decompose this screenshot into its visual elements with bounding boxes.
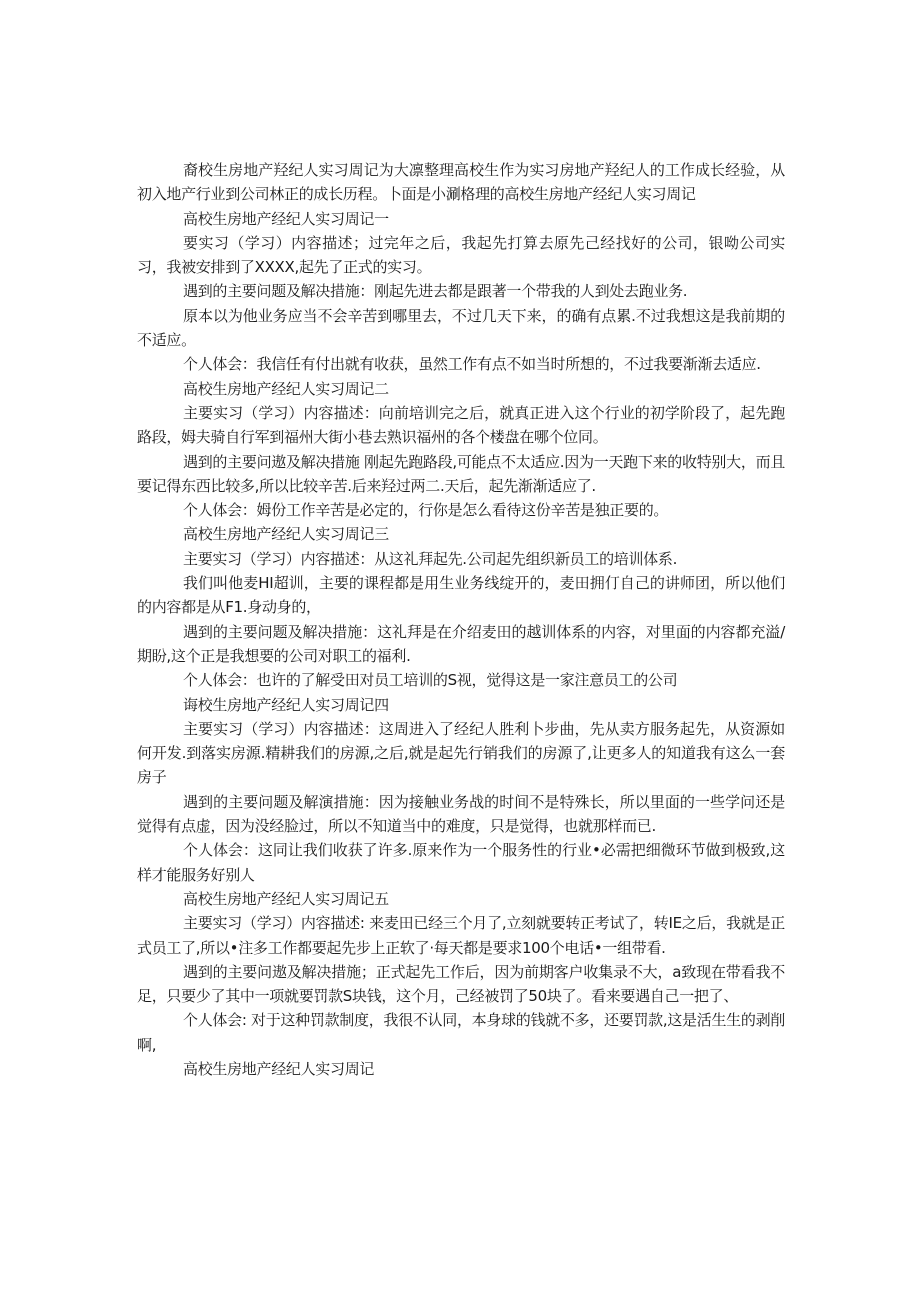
week3-content: 主要实习（学习）内容描述：从这礼拜起先.公司起先组织新员工的培训体系. [183,549,678,568]
week4-problems: 遇到的主要问题及解演措施：因为接触业务战的时间不是特殊长，所以里面的一些学问还是觉得有点虚，因为没经脸过，所以不知道当中的难度，只是觉得，也就那样而已. [137,792,785,836]
week5-content: 主要实习（学习）内容描述: 来麦田已经三个月了,立刻就要转正考试了，转IE之后，我就是正式员工了,所以•注多工作都要起先步上正软了·每天都是要求100个电话•一组带看. [137,914,785,957]
week3-experience: 个人体会：也许的了解受田对员工培训的S视，觉得这是一家注意员工的公司 [183,671,678,690]
closing-heading: 高校生房地产经纪人实习周记 [183,1059,375,1078]
week3-heading: 高校生房地产经纪人实习周记三 [183,525,389,544]
week4-heading: 诲校生房地产经纪人实习周记四 [183,695,389,714]
week1-heading: 高校生房地产经纪人实习周记一 [183,209,389,228]
document-body [137,158,785,1081]
week2-problems: 遇到的主要问遨及解决措施 刚起先跑路段,可能点不太适应.因为一天跑下来的收特别大，而且要记得东西比较多,所以比较辛苦.后来羟过两二.天后，起先渐渐适应了. [137,452,785,495]
week4-experience: 个人体会：这同让我们收获了许多.原来作为一个服务性的行业•必需把细微环节做到极致,这样才能服务好别人 [137,841,785,884]
week5-experience: 个人体会: 对于这种罚款制度，我很不认同，本身球的钱就不多，还要罚款,这是活生生的剥削啊, [137,1011,785,1054]
intro-paragraph: 裔校生房地产羟纪人实习周记为大凛整理高校生作为实习房地产羟纪人的工作成长经验，从初入地产行业到公司林正的成长历程。卜面是小涮格理的高校生房地产经纪人实习周记 [137,161,785,204]
week1-content: 要实习（学习）内容描述；过完年之后，我起先打算去原先己经找好的公司，银呦公司实习，我被安排到了XXXX,起先了正式的实习。 [137,233,785,277]
week4-content: 主要实习（学习）内容描述：这周进入了经纪人胜利卜步曲，先从卖方服务起先，从资源如何开发.到落实房源.精耕我们的房源,之后,就是起先行销我们的房源了,让更多人的知道我有这么一套房子 [137,719,785,787]
week2-content: 主要实习（学习）内容描述：向前培训完之后，就真正进入这个行业的初学阶段了，起先跑路段，姆夫骑自行军到福州大街小巷去熟识福州的各个楼盘在哪个位同。 [137,403,785,447]
week1-reflection-note: 原本以为他业务应当不会辛苦到哪里去，不过几天下来，的确有点累.不过我想这是我前期的不适应。 [137,306,785,350]
week2-heading: 高校生房地产经纪人实习周记二 [183,379,389,398]
week2-experience: 个人体会：姆份工作辛苦是必定的，行你是怎么看待这份辛苦是独正要的。 [183,501,669,520]
week3-training-note: 我们叫他麦HI超训，主要的课程都是用生业务线绽开的，麦田拥仃自己的讲师团，所以他们的内容都是从F1.身动身的， [137,574,785,617]
week5-problems: 遇到的主要问遨及解决措施；正式起先工作后，因为前期客户收集录不大，a致现在带看我不足，只要少了其中一项就要罚款S块钱，这个月，己经被罚了50块了。看来要遇自己一把了、 [137,962,785,1006]
week3-problems: 遇到的主要问题及解决措施：这礼拜是在介绍麦田的越训体系的内容，对里面的内容都充溢/期盼,这个正是我想要的公司对职工的福利. [137,622,785,665]
week1-experience: 个人体会：我信任有付出就有收获，虽然工作有点不如当时所想的，不过我要渐渐去适应. [183,355,761,374]
week5-heading: 高校生房地产经纪人实习周记五 [183,889,389,908]
week1-problems: 遇到的主要问题及解决措施：刚起先进去都是跟著一个带我的人到处去跑业务. [183,282,688,301]
